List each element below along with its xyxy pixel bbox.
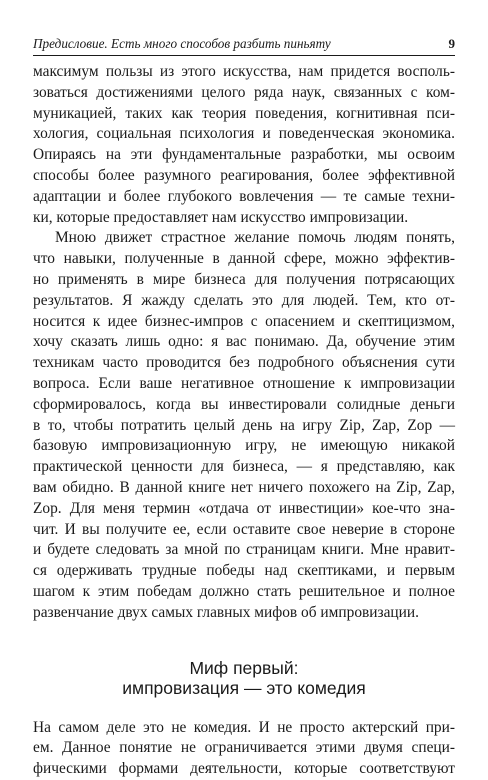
text-line: хология, социальная психология и поведенческая экономика. [33, 125, 455, 143]
text-line: шагом к этим победам должно стать решительное и полное [33, 582, 455, 600]
text-line: но применять в мире бизнеса для получения потрясающих [33, 270, 455, 288]
text-line: в то, чтобы потратить целый день на игру Zip, Zap, Zop — [33, 416, 455, 434]
text-line: ся одерживать трудные победы над скептиками, и первым [33, 562, 455, 580]
text-line: базовую импровизационную игру, не имеющую никакой [33, 437, 455, 455]
text-line: развенчание двух самых главных мифов об импровизации. [33, 603, 419, 621]
paragraph-2 [33, 228, 455, 623]
book-page [33, 36, 455, 780]
section-heading-line-2: импровизация — это комедия [122, 677, 366, 698]
paragraph-1 [33, 62, 455, 228]
text-line: техникам часто проводится без подробного объяснения сути [33, 354, 455, 372]
text-line: вам обидно. В данной книге нет ничего похожего на Zip, Zap, [33, 478, 455, 496]
text-line: максимум пользы из этого искусства, нам придется восполь- [33, 63, 455, 80]
text-line: вопроса. Если ваше негативное отношение к импровизации [33, 374, 455, 392]
text-line: фическими формами деятельности, которые соответствуют [33, 760, 455, 778]
text-line: На самом деле это не комедия. И не просто актерский при- [33, 718, 455, 736]
section-heading-line-1: Миф первый: [189, 657, 299, 678]
paragraph-3 [33, 718, 455, 780]
text-line: чит. И вы получите ее, если оставите свое неверие в стороне [33, 520, 455, 538]
text-line: ки, которые предоставляет нам искусство импровизации. [33, 208, 409, 226]
text-line: и будете следовать за мной по страницам книги. Мне нравит- [33, 541, 455, 559]
text-line: что навыки, полученные в данной сфере, можно эффектив- [33, 250, 455, 268]
page-number: 9 [448, 36, 455, 51]
running-head-title: Предисловие. Есть много способов разбить пиньяту [33, 36, 331, 51]
text-line: хочу сказать лишь одно: я вас понимаю. Да, обучение этим [33, 333, 455, 351]
text-line: Zop. Для меня термин «отдача от инвестиции» кое-что зна- [33, 499, 455, 517]
text-line: адаптации и более глубокого вовлечения — те самые техни- [33, 187, 455, 205]
text-line: носится к идее бизнес-импров с опасением и скептицизмом, [33, 312, 455, 330]
text-line: результатов. Я жажду сделать это для людей. Тем, кто от- [33, 291, 455, 309]
text-line: практической ценности для бизнеса, — я представляю, как [33, 458, 455, 476]
text-line: муникацией, таких как теория поведения, когнитивная пси- [33, 104, 455, 122]
text-line: способы более разумного реагирования, более эффективной [33, 166, 455, 184]
text-line: Мною движет страстное желание помочь людям понять, [55, 229, 455, 247]
text-line: Опираясь на эти фундаментальные разработки, мы освоим [33, 146, 455, 164]
text-line: сформировалось, когда вы инвестировали солидные деньги [33, 395, 455, 413]
section-heading [33, 658, 455, 698]
running-head [33, 36, 455, 56]
text-line: ем. Данное понятие не ограничивается этими двумя специ- [33, 739, 455, 757]
text-line: зоваться достижениями целого ряда наук, связанных с ком- [33, 83, 455, 101]
